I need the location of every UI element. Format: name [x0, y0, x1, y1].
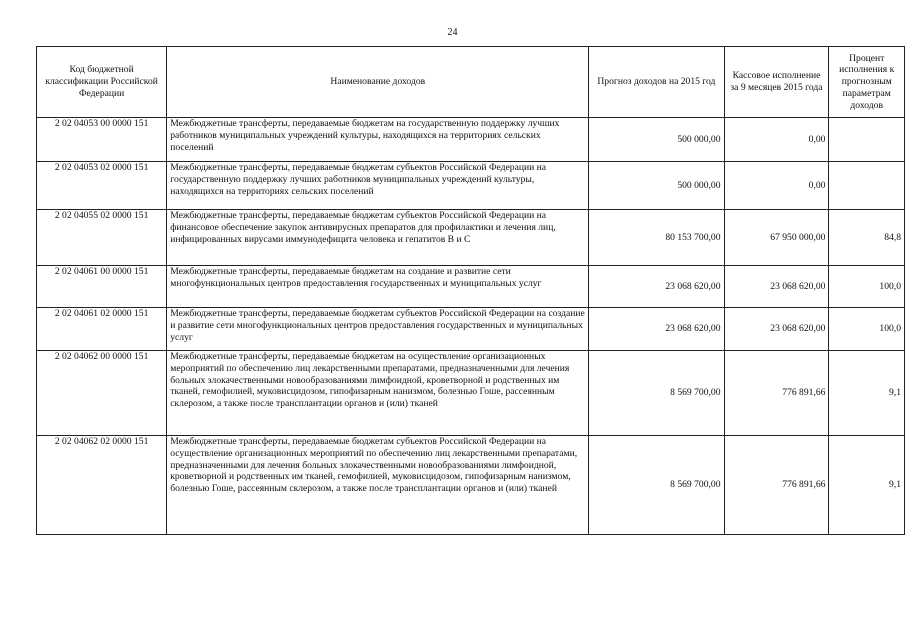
cell-percent	[829, 162, 905, 210]
cell-name: Межбюджетные трансферты, передаваемые бюджетам субъектов Российской Федерации на финансовое обеспечение закупок антивирусных препаратов для профилактики и лечения лиц, инфицированных вирусами иммунодефицита человека и гепатитов В и С	[167, 210, 589, 266]
page-number: 24	[447, 27, 458, 38]
cell-forecast: 23 068 620,00	[589, 266, 724, 308]
cell-executed: 776 891,66	[724, 436, 829, 535]
header-executed: Кассовое исполнение за 9 месяцев 2015 года	[724, 47, 829, 118]
cell-forecast: 500 000,00	[589, 118, 724, 162]
cell-name: Межбюджетные трансферты, передаваемые бюджетам на создание и развитие сети многофункциональных центров предоставления государственных и муниципальных услуг	[167, 266, 589, 308]
header-forecast: Прогноз доходов на 2015 год	[589, 47, 724, 118]
table-row	[37, 118, 905, 162]
header-code: Код бюджетной классификации Российской Федерации	[37, 47, 167, 118]
cell-forecast: 80 153 700,00	[589, 210, 724, 266]
cell-percent	[829, 118, 905, 162]
cell-executed: 0,00	[724, 118, 829, 162]
cell-executed: 0,00	[724, 162, 829, 210]
cell-forecast: 8 569 700,00	[589, 436, 724, 535]
cell-code: 2 02 04062 00 0000 151	[37, 351, 167, 436]
table-row	[37, 210, 905, 266]
cell-percent: 100,0	[829, 308, 905, 351]
cell-name: Межбюджетные трансферты, передаваемые бюджетам субъектов Российской Федерации на осуществление организационных мероприятий по обеспечению лиц лекарственными препаратами, предназначенными для лечения больных злокачественными новообразованиями лимфоидной, кроветворной и родственных им тканей, гемофилией, муковисцидозом, гипофизарным нанизмом, болезнью Гоше, рассеянным склерозом, а также после трансплантации органов и (или) тканей	[167, 436, 589, 535]
table-row	[37, 266, 905, 308]
budget-revenue-table	[36, 46, 905, 535]
cell-name: Межбюджетные трансферты, передаваемые бюджетам субъектов Российской Федерации на создание и развитие сети многофункциональных центров предоставления государственных и муниципальных услуг	[167, 308, 589, 351]
cell-forecast: 500 000,00	[589, 162, 724, 210]
header-percent: Процент исполнения к прогнозным параметрам доходов	[829, 47, 905, 118]
cell-code: 2 02 04062 02 0000 151	[37, 436, 167, 535]
table-row	[37, 351, 905, 436]
cell-name: Межбюджетные трансферты, передаваемые бюджетам на осуществление организационных мероприятий по обеспечению лиц лекарственными препаратами, предназначенными для лечения больных злокачественными новообразованиями лимфоидной, кроветворной и родственных им тканей, гемофилией, муковисцидозом, гипофизарным нанизмом, болезнью Гоше, рассеянным склерозом, а также после трансплантации органов и (или) тканей	[167, 351, 589, 436]
cell-forecast: 8 569 700,00	[589, 351, 724, 436]
cell-executed: 23 068 620,00	[724, 308, 829, 351]
cell-percent: 9,1	[829, 351, 905, 436]
cell-percent: 100,0	[829, 266, 905, 308]
cell-code: 2 02 04061 02 0000 151	[37, 308, 167, 351]
table-row	[37, 436, 905, 535]
cell-name: Межбюджетные трансферты, передаваемые бюджетам субъектов Российской Федерации на государственную поддержку лучших работников муниципальных учреждений культуры, находящихся на территориях сельских поселений	[167, 162, 589, 210]
table-row	[37, 308, 905, 351]
cell-forecast: 23 068 620,00	[589, 308, 724, 351]
table-header-row	[37, 47, 905, 118]
cell-executed: 23 068 620,00	[724, 266, 829, 308]
cell-executed: 776 891,66	[724, 351, 829, 436]
cell-code: 2 02 04053 02 0000 151	[37, 162, 167, 210]
cell-code: 2 02 04055 02 0000 151	[37, 210, 167, 266]
header-name: Наименование доходов	[167, 47, 589, 118]
cell-code: 2 02 04061 00 0000 151	[37, 266, 167, 308]
cell-code: 2 02 04053 00 0000 151	[37, 118, 167, 162]
table-row	[37, 162, 905, 210]
cell-name: Межбюджетные трансферты, передаваемые бюджетам на государственную поддержку лучших работников муниципальных учреждений культуры, находящихся на территориях сельских поселений	[167, 118, 589, 162]
cell-percent: 84,8	[829, 210, 905, 266]
cell-executed: 67 950 000,00	[724, 210, 829, 266]
cell-percent: 9,1	[829, 436, 905, 535]
